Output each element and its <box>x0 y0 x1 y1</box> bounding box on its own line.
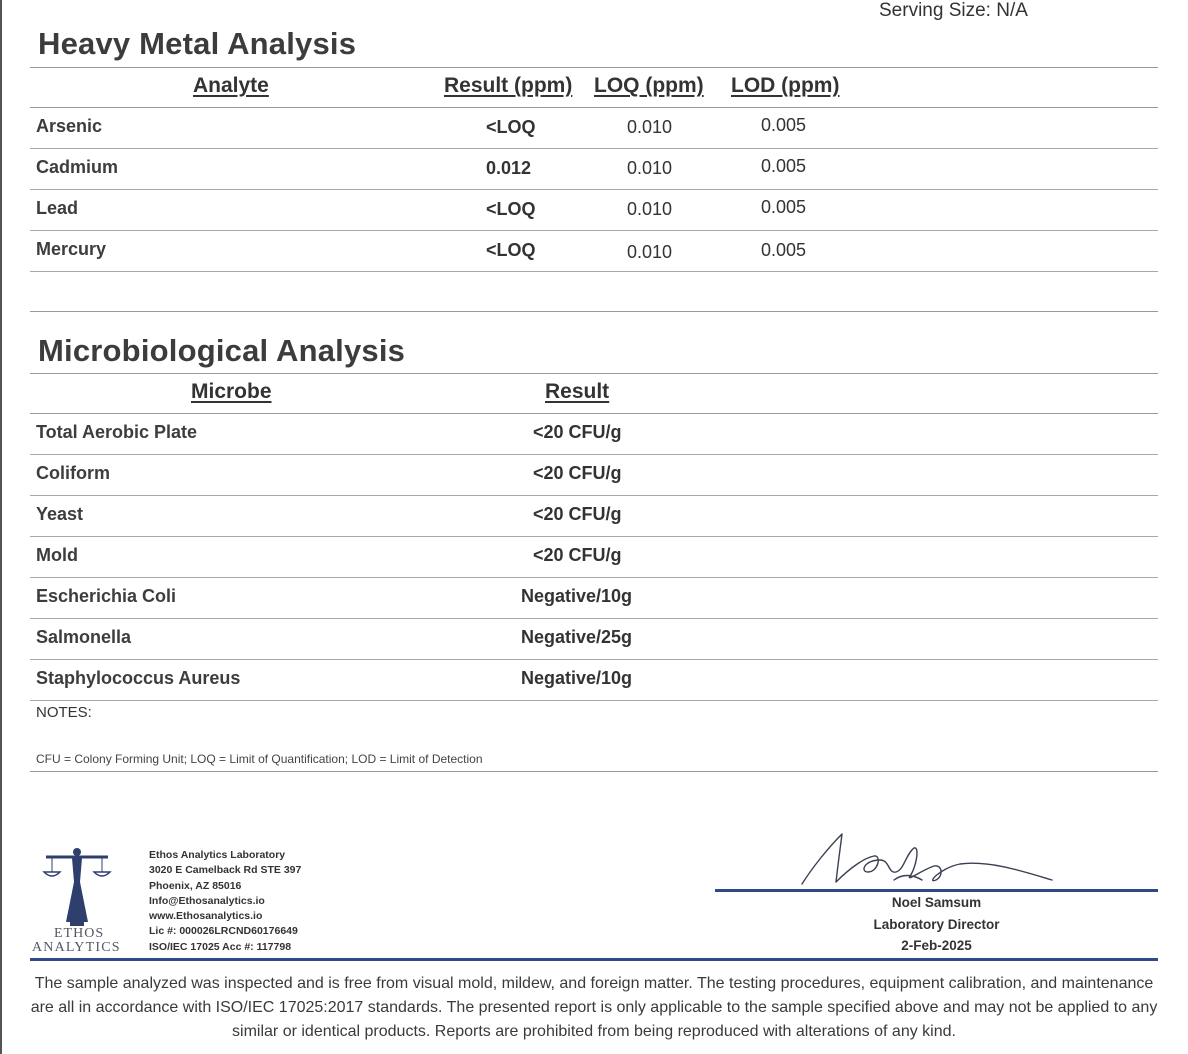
lab-license: Lic #: 000026LRCND60176649 <box>149 925 298 938</box>
analyte-loq: 0.010 <box>627 242 673 262</box>
lab-address-line2: Phoenix, AZ 85016 <box>149 879 242 892</box>
col-microbe: Microbe <box>191 380 272 403</box>
signer-title: Laboratory Director <box>873 917 1000 932</box>
microbe-name: Mold <box>36 545 78 565</box>
microbe-result: Negative/10g <box>521 586 633 606</box>
microbe-name: Coliform <box>36 463 110 483</box>
analyte-name: Cadmium <box>36 157 119 177</box>
table-row <box>30 414 1158 455</box>
analyte-name: Arsenic <box>36 116 103 136</box>
analyte-loq: 0.010 <box>627 158 673 178</box>
disclaimer-text: The sample analyzed was inspected and is free from visual mold, mildew, and foreign matter. The testing procedures, equipment calibration, and maintenance are all in accordance with ISO/IEC 17025:2017 standards. The presented report is only applicable to the sample specified above and may not be applied to any similar or identical products. Reports are prohibited from being reproduced with alterations of any kind. <box>30 975 1158 1040</box>
analyte-name: Mercury <box>36 239 107 259</box>
serving-size: Serving Size: N/A <box>879 0 1028 21</box>
lab-iso-accreditation: ISO/IEC 17025 Acc #: 117798 <box>149 940 292 953</box>
microbe-name: Total Aerobic Plate <box>36 422 198 442</box>
analyte-loq: 0.010 <box>627 117 673 137</box>
analyte-result: <LOQ <box>486 117 536 137</box>
table-row <box>30 231 1158 272</box>
table-row <box>30 190 1158 231</box>
analyte-lod: 0.005 <box>761 115 807 135</box>
logo-wordmark-ethos: ETHOS <box>54 926 105 941</box>
table-row <box>30 578 1158 619</box>
microbe-name: Staphylococcus Aureus <box>36 668 241 688</box>
analyte-result: <LOQ <box>486 199 536 219</box>
col-result-ppm: Result (ppm) <box>444 74 573 97</box>
signature-line <box>715 889 1158 892</box>
heavy-metal-title: Heavy Metal Analysis <box>38 26 357 61</box>
notes-rule <box>30 771 1158 772</box>
microbe-result: <20 CFU/g <box>533 504 622 524</box>
lab-name: Ethos Analytics Laboratory <box>149 849 286 861</box>
microbe-name: Yeast <box>36 504 84 524</box>
analyte-lod: 0.005 <box>761 240 807 260</box>
signature-date: 2-Feb-2025 <box>901 938 972 953</box>
microbe-name: Escherichia Coli <box>36 586 177 606</box>
col-lod-ppm: LOD (ppm) <box>731 74 840 97</box>
col-loq-ppm: LOQ (ppm) <box>594 74 704 97</box>
page-left-border <box>0 0 2 1054</box>
analyte-result: <LOQ <box>486 240 536 260</box>
microbiological-title: Microbiological Analysis <box>38 333 406 368</box>
analyte-result: 0.012 <box>486 158 532 178</box>
lab-address-line1: 3020 E Camelback Rd STE 397 <box>149 864 302 877</box>
table-row <box>30 108 1158 149</box>
director-signature <box>790 828 1060 892</box>
heavy-metal-title-rule <box>30 67 1158 68</box>
lab-contact-block <box>149 848 301 955</box>
lab-email: Info@Ethosanalytics.io <box>149 894 265 907</box>
signer-name: Noel Samsum <box>891 895 982 910</box>
table-row <box>30 496 1158 537</box>
table-row <box>30 455 1158 496</box>
table-row <box>30 660 1158 701</box>
microbe-result: <20 CFU/g <box>533 545 622 565</box>
microbe-result: <20 CFU/g <box>533 422 622 442</box>
col-result: Result <box>545 380 610 403</box>
table-row <box>30 149 1158 190</box>
lab-website: www.Ethosanalytics.io <box>149 910 263 923</box>
microbe-result: <20 CFU/g <box>533 463 622 483</box>
microbe-result: Negative/10g <box>521 668 633 688</box>
microbe-name: Salmonella <box>36 627 132 647</box>
analyte-name: Lead <box>36 198 79 218</box>
logo-wordmark-analytics: ANALYTICS <box>32 940 121 955</box>
analyte-lod: 0.005 <box>761 197 807 217</box>
microbe-result: Negative/25g <box>521 627 633 647</box>
section-divider <box>30 311 1158 312</box>
microbiological-title-rule <box>30 373 1158 374</box>
col-analyte: Analyte <box>193 74 269 97</box>
table-row <box>30 619 1158 660</box>
table-row <box>30 537 1158 578</box>
footer-rule <box>30 958 1158 961</box>
analyte-lod: 0.005 <box>761 156 807 176</box>
notes-label: NOTES: <box>36 704 92 721</box>
analyte-loq: 0.010 <box>627 199 673 219</box>
abbreviations-footnote: CFU = Colony Forming Unit; LOQ = Limit of Quantification; LOD = Limit of Detection <box>36 752 483 766</box>
